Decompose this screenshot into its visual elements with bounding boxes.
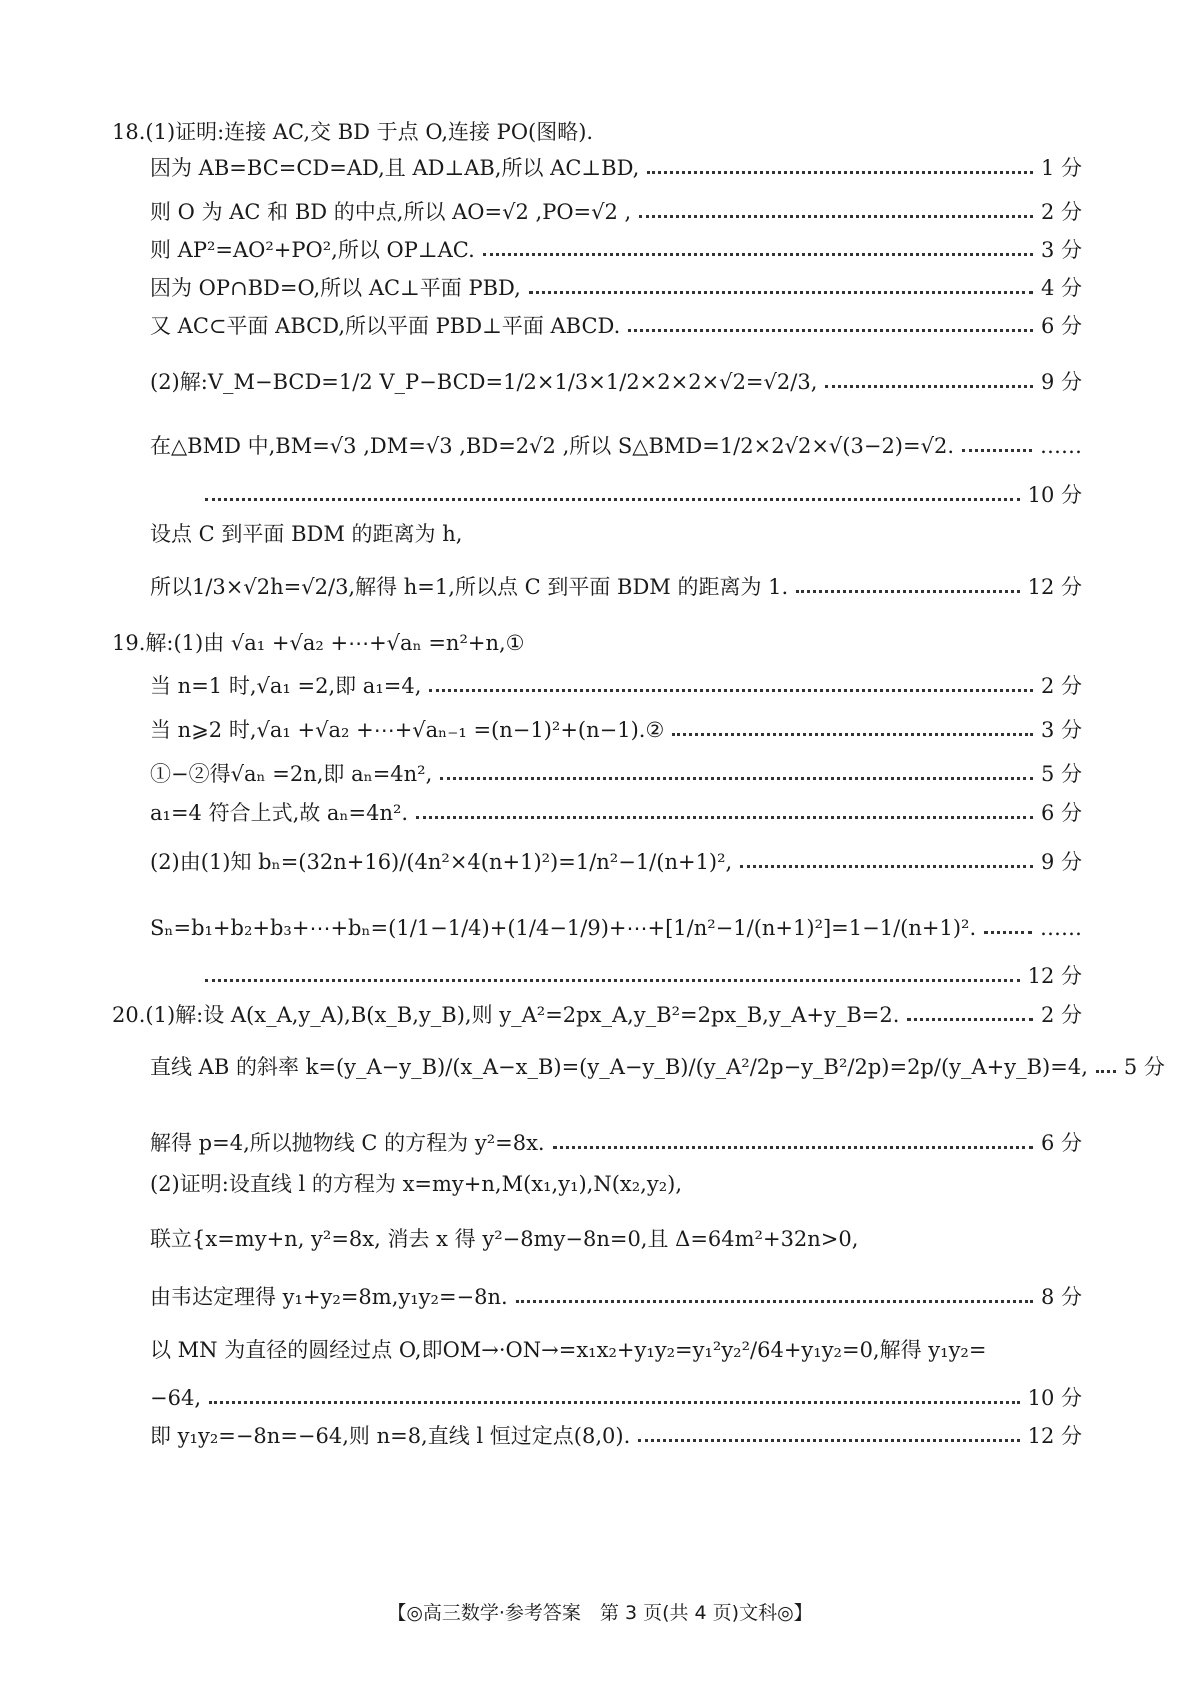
leader-dots: [825, 385, 1033, 388]
q18-text-2: 因为 AB=BC=CD=AD,且 AD⊥AB,所以 AC⊥BD,: [150, 156, 640, 180]
q19-score-4: 5 分: [1040, 762, 1082, 786]
q18-line-8-cont: [205, 485, 1082, 506]
q19-line-3: [150, 720, 1082, 741]
q20-line-4: [150, 1174, 1082, 1195]
leader-dots: [984, 931, 1032, 934]
leader-dots: [1096, 1070, 1116, 1073]
q18-line-8: [150, 436, 1082, 457]
q19-line-5: [150, 803, 1082, 824]
leader-dots: [962, 449, 1032, 452]
leader-dots: [205, 498, 1020, 501]
q18-line-7: [150, 372, 1082, 393]
q20-text-7: 以 MN 为直径的圆经过点 O,即OM→·ON→=x₁x₂+y₁y₂=y₁²y₂²/64+y₁y₂=0,解得 y₁y₂=: [150, 1338, 987, 1362]
q20-score-9: 12 分: [1027, 1424, 1082, 1448]
q20-text-6: 由韦达定理得 y₁+y₂=8m,y₁y₂=−8n.: [150, 1285, 508, 1309]
q18-text-4: 则 AP²=AO²+PO²,所以 OP⊥AC.: [150, 238, 475, 262]
leader-dots: [483, 253, 1033, 256]
q20-line-7: [150, 1340, 1082, 1361]
q20-line-9: [150, 1426, 1082, 1447]
q19-score-5: 6 分: [1040, 801, 1082, 825]
q18-score-6: 6 分: [1040, 314, 1082, 338]
q19-score-2: 2 分: [1040, 674, 1082, 698]
leader-dots: [740, 865, 1033, 868]
q18-score-3: 2 分: [1040, 200, 1082, 224]
q18-line-1: [112, 122, 1082, 143]
leader-dots: [516, 1300, 1033, 1303]
q18-text-7: (2)解:V_M−BCD=1/2 V_P−BCD=1/2×1/3×1/2×2×2×√2=√2/3,: [150, 370, 818, 394]
leader-dots: [796, 590, 1019, 593]
q19-score-6: 9 分: [1040, 850, 1082, 874]
q20-text-9: 即 y₁y₂=−8n=−64,则 n=8,直线 l 恒过定点(8,0).: [150, 1424, 631, 1448]
q18-score-4: 3 分: [1040, 238, 1082, 262]
leader-dots: [639, 215, 1033, 218]
q18-line-5: [150, 278, 1082, 299]
q20-score-6: 8 分: [1040, 1285, 1082, 1309]
q18-line-10: [150, 577, 1082, 598]
q20-text-1: 20.(1)解:设 A(x_A,y_A),B(x_B,y_B),则 y_A²=2px_A,y_B²=2px_B,y_A+y_B=2.: [112, 1003, 900, 1027]
q18-score-8: 10 分: [1027, 483, 1082, 507]
q19-dots-tail: ……: [1040, 916, 1082, 940]
q18-score-7: 9 分: [1040, 370, 1082, 394]
q20-line-8: [150, 1388, 1082, 1409]
q18-line-4: [150, 240, 1082, 261]
q18-text-3: 则 O 为 AC 和 BD 的中点,所以 AO=√2 ,PO=√2 ,: [150, 200, 632, 224]
q19-line-7: [150, 918, 1082, 939]
q18-text-6: 又 AC⊂平面 ABCD,所以平面 PBD⊥平面 ABCD.: [150, 314, 621, 338]
q20-score-1: 2 分: [1040, 1003, 1082, 1027]
leader-dots: [529, 291, 1033, 294]
q19-text-3: 当 n⩾2 时,√a₁ +√a₂ +⋯+√aₙ₋₁ =(n−1)²+(n−1).②: [150, 718, 665, 742]
q18-text-8: 在△BMD 中,BM=√3 ,DM=√3 ,BD=2√2 ,所以 S△BMD=1/2×2√2×√(3−2)=√2.: [150, 434, 955, 458]
q18-line-3: [150, 202, 1082, 223]
q19-text-1: 19.解:(1)由 √a₁ +√a₂ +⋯+√aₙ =n²+n,①: [112, 631, 525, 655]
q18-text-9: 设点 C 到平面 BDM 的距离为 h,: [150, 522, 463, 546]
q18-score-10: 12 分: [1027, 575, 1082, 599]
q20-score-2: 5 分: [1123, 1055, 1165, 1079]
q19-text-2: 当 n=1 时,√a₁ =2,即 a₁=4,: [150, 674, 422, 698]
q20-score-3: 6 分: [1040, 1131, 1082, 1155]
page-footer: 【◎高三数学·参考答案 第 3 页(共 4 页)文科◎】: [387, 1602, 813, 1624]
leader-dots: [672, 733, 1033, 736]
q20-text-4: (2)证明:设直线 l 的方程为 x=my+n,M(x₁,y₁),N(x₂,y₂),: [150, 1172, 683, 1196]
leader-dots: [638, 1439, 1019, 1442]
q19-line-6: [150, 852, 1082, 873]
q20-text-3: 解得 p=4,所以抛物线 C 的方程为 y²=8x.: [150, 1131, 545, 1155]
leader-dots: [647, 171, 1033, 174]
q19-score-3: 3 分: [1040, 718, 1082, 742]
q19-line-4: [150, 764, 1082, 785]
q19-text-6: (2)由(1)知 bₙ=(32n+16)/(4n²×4(n+1)²)=1/n²−1/(n+1)²,: [150, 850, 733, 874]
q19-line-7-cont: [205, 966, 1082, 987]
q18-score-5: 4 分: [1040, 276, 1082, 300]
q18-text-5: 因为 OP∩BD=O,所以 AC⊥平面 PBD,: [150, 276, 521, 300]
q19-line-2: [150, 676, 1082, 697]
leader-dots: [440, 777, 1033, 780]
q20-line-3: [150, 1133, 1082, 1154]
leader-dots: [209, 1401, 1020, 1404]
q18-line-2: [150, 158, 1082, 179]
leader-dots: [416, 816, 1033, 819]
leader-dots: [628, 329, 1033, 332]
q19-score-7: 12 分: [1027, 964, 1082, 988]
q20-line-2: [150, 1055, 1165, 1079]
q20-line-6: [150, 1287, 1082, 1308]
q19-line-1: [112, 633, 1082, 654]
q19-text-7: Sₙ=b₁+b₂+b₃+⋯+bₙ=(1/1−1/4)+(1/4−1/9)+⋯+[1/n²−1/(n+1)²]=1−1/(n+1)².: [150, 916, 977, 940]
leader-dots: [907, 1018, 1033, 1021]
q18-text-10: 所以1/3×√2h=√2/3,解得 h=1,所以点 C 到平面 BDM 的距离为 1.: [150, 575, 789, 599]
q20-line-1: [112, 1005, 1082, 1026]
q20-line-5: [150, 1229, 1082, 1250]
q18-dots-tail: ……: [1040, 434, 1082, 458]
leader-dots: [429, 689, 1033, 692]
q18-line-9: [150, 524, 1082, 545]
leader-dots: [205, 979, 1020, 982]
q18-text-1: 18.(1)证明:连接 AC,交 BD 于点 O,连接 PO(图略).: [112, 120, 594, 144]
q18-score-2: 1 分: [1040, 156, 1082, 180]
q20-text-2: 直线 AB 的斜率 k=(y_A−y_B)/(x_A−x_B)=(y_A−y_B)/(y_A²/2p−y_B²/2p)=2p/(y_A+y_B)=4,: [150, 1055, 1088, 1079]
q20-text-8: −64,: [150, 1386, 201, 1410]
q20-text-5: 联立{x=my+n, y²=8x, 消去 x 得 y²−8my−8n=0,且 Δ=64m²+32n>0,: [150, 1227, 859, 1251]
q20-score-8: 10 分: [1027, 1386, 1082, 1410]
leader-dots: [553, 1146, 1033, 1149]
q19-text-4: ①−②得√aₙ =2n,即 aₙ=4n²,: [150, 762, 433, 786]
q18-line-6: [150, 316, 1082, 337]
q19-text-5: a₁=4 符合上式,故 aₙ=4n².: [150, 801, 409, 825]
